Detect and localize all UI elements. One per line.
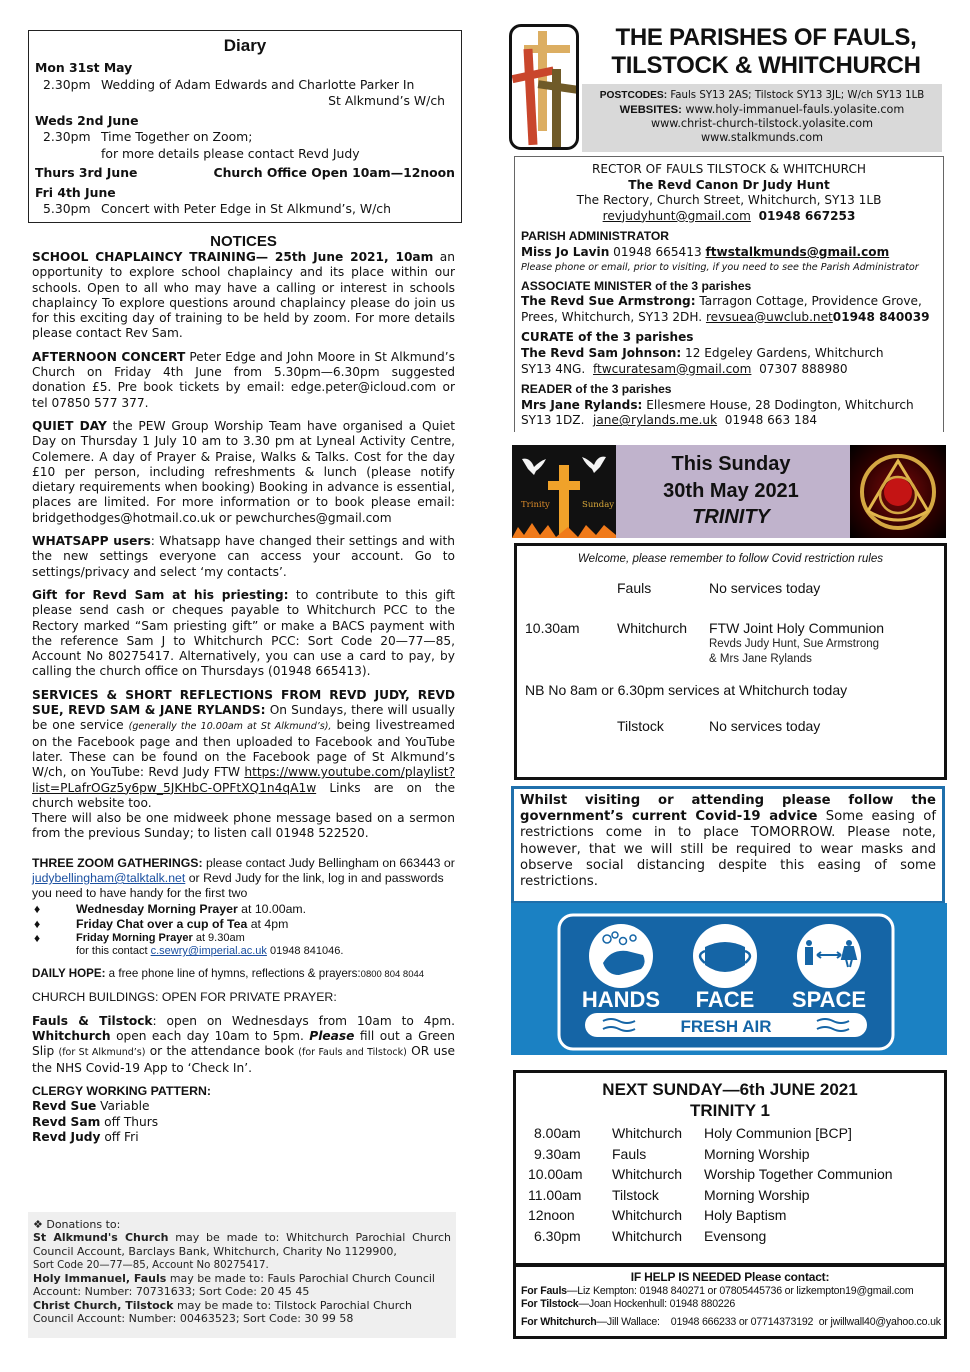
clergy-working-pattern [32, 1084, 455, 1145]
curate-phone: 07307 888980 [759, 361, 848, 376]
service-place: Whitchurch [617, 620, 688, 636]
service-time: 10.00am [528, 1166, 583, 1182]
admin-phone: 01948 665413 [609, 244, 706, 259]
covid-welcome-note: Welcome, please remember to follow Covid restriction rules [577, 552, 884, 565]
websites [582, 103, 942, 118]
service-row [525, 619, 936, 667]
sunday-word: Sunday [582, 500, 615, 510]
page-title [590, 24, 942, 80]
donations-box [28, 1212, 456, 1338]
notice-body: or Revd Judy for the link, log in and passwords you need to have handy for the first two [32, 870, 444, 901]
notice-heading: SCHOOL CHAPLAINCY TRAINING— 25th June 2021, 10am [32, 250, 434, 264]
service-ministers: Revds Judy Hunt, Sue Armstrong [709, 638, 880, 650]
notice-body: : Whatsapp have changed their settings and with the new settings everyone can access your account. Go to settings/privacy and select ‘my contacts’. [32, 534, 455, 579]
service-time: 6.30pm [534, 1227, 581, 1244]
website-link[interactable]: www.holy-immanuel-fauls.yolasite.com [681, 102, 905, 116]
rector-block [521, 162, 937, 224]
clergy-row [32, 1130, 455, 1145]
notice-body: There will also be one midweek phone message based on a sermon from the previous Sunday; to listen call 01948 522520. [32, 811, 455, 841]
notice-body: please contact Judy Bellingham on 663443 or [202, 855, 455, 870]
gathering-contact-label: for this contact [76, 945, 151, 958]
notice-heading: Gift for Revd Sam at his priesting: [32, 587, 289, 602]
diary-text: Wedding of Adam Edwards and Charlotte Parker In [101, 76, 415, 92]
hands-face-space-graphic [511, 903, 947, 1055]
rector-address: The Rectory, Church Street, Whitchurch, SY13 1LB [576, 193, 882, 208]
trinity-sunday-image [512, 445, 616, 538]
clergy-pattern: off Fri [100, 1129, 139, 1144]
service-place: Whitchurch [612, 1207, 683, 1223]
help-row [521, 1298, 939, 1312]
banner-line: This Sunday [671, 453, 791, 475]
reader-phone: 01948 663 184 [724, 413, 818, 428]
church-name: St Alkmund's Church [33, 1231, 169, 1245]
postcodes [582, 89, 942, 103]
notice-small-text: (for St Alkmund’s) [58, 1047, 146, 1059]
notice-heading: SERVICES & SHORT REFLECTIONS FROM REVD JUDY, REVD SUE, REVD SAM & JANE RYLANDS: [32, 687, 455, 718]
diary-day: Thurs 3rd June [35, 165, 138, 180]
trinity-knot-image [850, 445, 946, 538]
help-contacts-box [513, 1264, 947, 1339]
this-sunday-banner [512, 445, 946, 538]
fresh-air-label: FRESH AIR [680, 1017, 772, 1036]
section-title: CURATE of the 3 parishes [521, 330, 694, 345]
diary-time: 5.30pm [43, 201, 91, 216]
donation-fauls [33, 1272, 451, 1299]
website-link[interactable]: www.stalkmunds.com [700, 130, 824, 144]
gathering-name: Friday Morning Prayer [76, 932, 193, 945]
section-title: ASSOCIATE MINISTER of the 3 parishes [521, 278, 752, 293]
service-name: Morning Worship [704, 1186, 810, 1203]
service-time: 12noon [528, 1207, 575, 1223]
admin-email-link[interactable]: ftwstalkmunds@gmail.com [705, 244, 890, 259]
help-details: —Liz Kempton: 01948 840271 or 07805445736 or lizkempton19@gmail.com [566, 1284, 914, 1297]
diamond-bullet-icon: ♦ [34, 916, 41, 931]
notice-gift [32, 588, 455, 680]
diary-day: Weds 2nd June [35, 112, 139, 128]
service-place: Tilstock [617, 718, 664, 734]
next-sunday-services [513, 1070, 947, 1266]
notice-zoom-gatherings [32, 856, 455, 958]
notice-body: Peter Edge and John Moore in St Alkmund’s Church on Friday 4th June from 5.30pm—6.30pm suggested donation £5. Pre book tickets by email: edge.peter@icloud.com or tel 07850 577 377. [32, 349, 455, 410]
sewry-email-link[interactable]: c.sewry@imperial.ac.uk [150, 945, 267, 958]
notice-school-chaplaincy [32, 250, 455, 342]
service-place: Whitchurch [612, 1227, 683, 1244]
notice-body: : open on Wednesdays from 10am to 4pm. [152, 1013, 455, 1028]
service-ministers: & Mrs Jane Rylands [709, 653, 812, 665]
notice-body: On Sundays, there will usually be one service [32, 703, 455, 733]
curate-postcode: SY13 4NG. [521, 361, 586, 376]
diary-note: Church Office Open 10am—12noon [213, 165, 455, 180]
this-sunday-services [514, 543, 947, 780]
websites-label: WEBSITES: [619, 103, 682, 116]
face-label: FACE [695, 987, 755, 1012]
crosses-logo [509, 24, 579, 150]
reader-name: Mrs Jane Rylands: [521, 397, 643, 412]
service-row [525, 579, 936, 597]
donation-details: may be made to: Tilstock Parochial Church Council Account: Number: 00463523; Sort Code: 30 99 58 [33, 1298, 413, 1326]
gathering-contact-phone: 01948 841046. [266, 945, 344, 958]
notice-body: open each day 10am to 5pm. [110, 1029, 310, 1044]
curate-name: The Revd Sam Johnson: [521, 345, 682, 360]
covid-advice-body: Some easing of restrictions come in to place TOMORROW. Please note, however, that we will still be required to wear masks and observe social distancing despite this easing of some restrictions. [520, 809, 936, 890]
covid-advice-box [511, 786, 945, 904]
trinity-word: Trinity [521, 500, 550, 510]
gathering-time: at 10.00am. [237, 901, 307, 916]
diary-text-cont: St Alkmund’s W/ch [328, 93, 445, 108]
notices-section [32, 233, 455, 1145]
help-label: For Fauls [521, 1284, 567, 1297]
diary-entry [35, 185, 455, 218]
help-row [521, 1285, 939, 1299]
this-sunday-heading [616, 451, 846, 531]
diary-text: Concert with Peter Edge in St Alkmund’s, W/ch [101, 201, 391, 216]
donations-heading: ❖ Donations to: [33, 1218, 121, 1231]
service-row [526, 1226, 934, 1247]
notice-whatsapp [32, 534, 455, 580]
banner-date: 30th May 2021 [663, 479, 799, 502]
list-item [32, 917, 455, 932]
clergy-name: Revd Sue [32, 1099, 97, 1114]
service-place: Fauls [612, 1145, 647, 1162]
church-name: Holy Immanuel, Fauls [33, 1272, 167, 1286]
church-name: Whitchurch [32, 1029, 111, 1044]
clergy-name: Revd Judy [32, 1129, 101, 1144]
rector-email-link[interactable]: revjudyhunt@gmail.com [602, 208, 751, 223]
diary-title: Diary [223, 36, 267, 55]
hands-icon [589, 924, 653, 988]
associate-phone: 01948 840039 [832, 309, 930, 324]
service-row [525, 717, 936, 735]
service-place: Tilstock [612, 1186, 659, 1203]
colon: : [333, 990, 337, 1005]
title-line: TILSTOCK & WHITCHURCH [611, 52, 921, 79]
diary-time: 2.30pm [43, 76, 91, 92]
notice-body: OR use the NHS Covid-19 App to ‘Check In’. [32, 1044, 455, 1075]
postcodes-label: POSTCODES: [599, 90, 668, 101]
associate-block [521, 279, 937, 326]
notice-heading: DAILY HOPE: [32, 967, 106, 981]
distance-icon [797, 924, 861, 988]
service-name: No services today [709, 718, 821, 734]
curate-address: 12 Edgeley Gardens, Whitchurch [681, 345, 884, 360]
notice-church-buildings [32, 1014, 455, 1076]
notice-body: a free phone line of hymns, reflections & prayers: [105, 967, 361, 981]
service-time: 11.00am [528, 1186, 582, 1203]
notice-heading: AFTERNOON CONCERT [32, 349, 186, 364]
help-details: —Jill Wallace: 01948 666233 or 07714373192 or jwillwall40@yahoo.co.uk [596, 1315, 941, 1328]
clergy-pattern: off Thurs [100, 1114, 159, 1129]
help-title: IF HELP IS NEEDED Please contact: [630, 1270, 830, 1284]
clergy-row [32, 1099, 455, 1114]
diary-text-cont: for more details please contact Revd Judy [101, 145, 360, 161]
diamond-bullet-icon: ♦ [34, 901, 41, 916]
rector-title: RECTOR OF FAULS TILSTOCK & WHITCHURCH [592, 162, 866, 176]
service-time [525, 717, 617, 735]
associate-email-link[interactable]: revsuea@uwclub.net [705, 309, 833, 324]
service-row [526, 1164, 934, 1185]
notice-heading: CHURCH BUILDINGS: OPEN FOR PRIVATE PRAYER [32, 990, 334, 1005]
gathering-name: Wednesday Morning Prayer [76, 901, 238, 916]
gathering-time: at 4pm [247, 916, 289, 931]
donation-details: Sort Code 20—77—85, Account No 80275417. [33, 1259, 269, 1271]
notice-body: an opportunity to explore school chaplaincy and its place within our schools. Open to all who may have a calling or interest in schools chaplaincy To explore questions around chaplaincy please do join us for this exciting day of training to be held by zoom. For more details please contact Rev Sam. [32, 250, 455, 341]
please-emphasis: Please [309, 1029, 355, 1044]
help-label: For Tilstock [521, 1298, 579, 1310]
notice-heading: THREE ZOOM GATHERINGS: [32, 855, 203, 870]
next-sunday-title: NEXT SUNDAY—6th JUNE 2021 [602, 1080, 858, 1099]
church-name: Christ Church, Tilstock [33, 1298, 174, 1312]
notice-body: fill out a Green Slip [32, 1029, 455, 1059]
title-line: THE PARISHES OF FAULS, [615, 24, 917, 51]
next-sunday-subtitle: TRINITY 1 [690, 1101, 770, 1120]
hands-face-space-poster [511, 903, 947, 1055]
clergy-row [32, 1115, 455, 1130]
diary-entry [35, 60, 455, 110]
notice-body: Links are on the church website too. [32, 780, 455, 810]
notice-heading: QUIET DAY [32, 418, 107, 433]
notice-quiet-day [32, 419, 455, 526]
dove-cross-icon [512, 445, 616, 538]
notice-afternoon-concert [32, 350, 455, 411]
diary-text: Time Together on Zoom; [101, 129, 253, 144]
admin-name: Miss Jo Lavin [521, 244, 610, 259]
service-time [525, 579, 617, 597]
space-label: SPACE [791, 987, 867, 1012]
rector-name: The Revd Canon Dr Judy Hunt [628, 177, 830, 192]
reader-block [521, 382, 937, 429]
diary-time: 2.30pm [43, 129, 91, 144]
diary-box [28, 30, 462, 223]
service-place: Whitchurch [612, 1125, 683, 1141]
clergy-pattern: Variable [96, 1099, 150, 1114]
section-title: PARISH ADMINISTRATOR [521, 229, 670, 244]
service-row [526, 1123, 934, 1144]
judy-bellingham-email-link[interactable]: judybellingham@talktalk.net [32, 870, 186, 885]
donation-alkmund [33, 1231, 451, 1272]
notice-daily-hope [32, 966, 455, 982]
diary-day: Fri 4th June [35, 184, 116, 200]
gathering-name: Friday Chat over a cup of Tea [76, 916, 248, 931]
associate-address: Tarragon Cottage, Providence Grove, Prees, Whitchurch, SY13 2DH. [521, 294, 922, 324]
youtube-playlist-link[interactable]: https://www.youtube.com/playlist?list=PLafrOGz5y6pw_5JKHbC-OPFtXQ1n4qA1w [32, 765, 455, 795]
donation-tilstock [33, 1299, 451, 1326]
service-note-text: NB No 8am or 6.30pm services at Whitchurch today [525, 682, 848, 698]
help-details: —Joan Hockenhull: 01948 880226 [578, 1298, 736, 1310]
donation-details: may be made to: Whitchurch Parochial Church Council Account, Barclays Bank, Whitchurch, Charity No 1129900, [33, 1231, 451, 1258]
postcodes-websites-box [582, 84, 942, 152]
service-row [526, 1185, 934, 1206]
postcodes-value: Fauls SY13 2AS; Tilstock SY13 3JL; W/ch SY13 1LB [667, 90, 925, 101]
notice-small-text: (for Fauls and Tilstock) [298, 1047, 407, 1059]
notice-heading: WHATSAPP users [32, 534, 151, 549]
notice-body: to contribute to this gift please send cash or cheques payable to Whitchurch PCC to the Rectory marked “Sam priesting gift” or make a BACS payment with the reference Sam J to Whitchurch PCC: Sort Code 20—77—85, Account No 80275417. Alternatively, you can use a card to pay, by calling the church office on Thursdays (01948 665413). [32, 587, 456, 679]
service-row [526, 1144, 934, 1165]
help-label: For Whitchurch [521, 1315, 597, 1328]
service-name: No services today [709, 580, 821, 596]
church-name: Fauls & Tilstock [32, 1013, 153, 1028]
service-time: 8.00am [534, 1125, 581, 1141]
clergy-contacts-box [514, 156, 944, 432]
list-item [32, 902, 455, 917]
reader-postcode: SY13 1DZ. [521, 413, 585, 428]
service-name: Worship Together Communion [704, 1166, 893, 1182]
three-crosses-icon [512, 27, 576, 147]
gathering-time: at 9.30am [192, 932, 245, 945]
trinity-knot-icon [850, 445, 946, 538]
help-row [521, 1316, 939, 1330]
notice-services [32, 688, 455, 842]
notice-body: the PEW Group Worship Team have organised a Quiet Day on Thursday 1 July 10 am to 3.30 pm at Lyneal Activity Centre, Colemere. A day of Prayer & Praise, Walks & Talks. Cost for the day £10 per person, including refreshments & lunch (please notify dietary requirements when booking) Booking in advance is essential, places are limited. For more information or to book please email: bridgethodges@hotmail.co.uk or pewchurches@gmail.com [32, 418, 455, 525]
notice-body: or the attendance book [145, 1044, 299, 1059]
service-place: Whitchurch [612, 1166, 683, 1182]
notice-body: being livestreamed on the Facebook page and then uploaded to Facebook and YouTube later. These can be found on the Facebook page of St Alkmund’s W/ch, on YouTube: Revd Judy FTW [32, 718, 455, 780]
diary-entry [35, 113, 455, 163]
face-mask-icon [693, 924, 757, 988]
diary-day: Mon 31st May [35, 60, 133, 75]
service-time: 9.30am [534, 1145, 581, 1162]
associate-name: The Revd Sue Armstrong: [521, 294, 696, 309]
service-place: Fauls [617, 580, 652, 596]
service-name: Holy Baptism [704, 1207, 787, 1223]
service-time: 10.30am [525, 620, 580, 636]
diamond-bullet-icon: ♦ [34, 931, 41, 946]
service-name: FTW Joint Holy Communion [709, 620, 885, 636]
section-title: READER of the 3 parishes [521, 382, 672, 397]
reader-address: Ellesmere House, 28 Dodington, Whitchurch [642, 397, 914, 412]
donation-details: may be made to: Fauls Parochial Church Council Account: Number: 70731633; Sort Code: 20 45 45 [33, 1272, 435, 1299]
banner-trinity: TRINITY [692, 506, 770, 528]
rector-phone: 01948 667253 [758, 208, 856, 223]
curate-block [521, 330, 937, 377]
service-row [526, 1205, 934, 1226]
daily-hope-phone: 0800 804 8044 [360, 969, 425, 981]
service-name: Morning Worship [704, 1145, 810, 1162]
website-link[interactable]: www.christ-church-tilstock.yolasite.com [650, 117, 874, 130]
service-name: Holy Communion [BCP] [704, 1125, 852, 1141]
clergy-name: Revd Sam [32, 1114, 101, 1129]
hands-label: HANDS [581, 987, 661, 1012]
notices-title: NOTICES [210, 233, 277, 250]
covid-advice-heading: Whilst visiting or attending please follow the government’s current Covid-19 advice [520, 793, 936, 825]
list-item [32, 932, 455, 958]
diary-entry [35, 165, 455, 182]
service-note [525, 681, 936, 699]
notice-church-buildings-heading [32, 990, 455, 1005]
notice-heading: CLERGY WORKING PATTERN: [32, 1083, 211, 1098]
service-name: Evensong [704, 1227, 767, 1244]
curate-email-link[interactable]: ftwcuratesam@gmail.com [593, 361, 752, 376]
admin-note: Please phone or email, prior to visiting, if you need to see the Parish Administrator [521, 261, 919, 273]
notice-small-text: (generally the 10.00am at St Alkmund’s), [128, 721, 332, 733]
admin-block [521, 229, 937, 273]
reader-email-link[interactable]: jane@rylands.me.uk [593, 413, 718, 428]
